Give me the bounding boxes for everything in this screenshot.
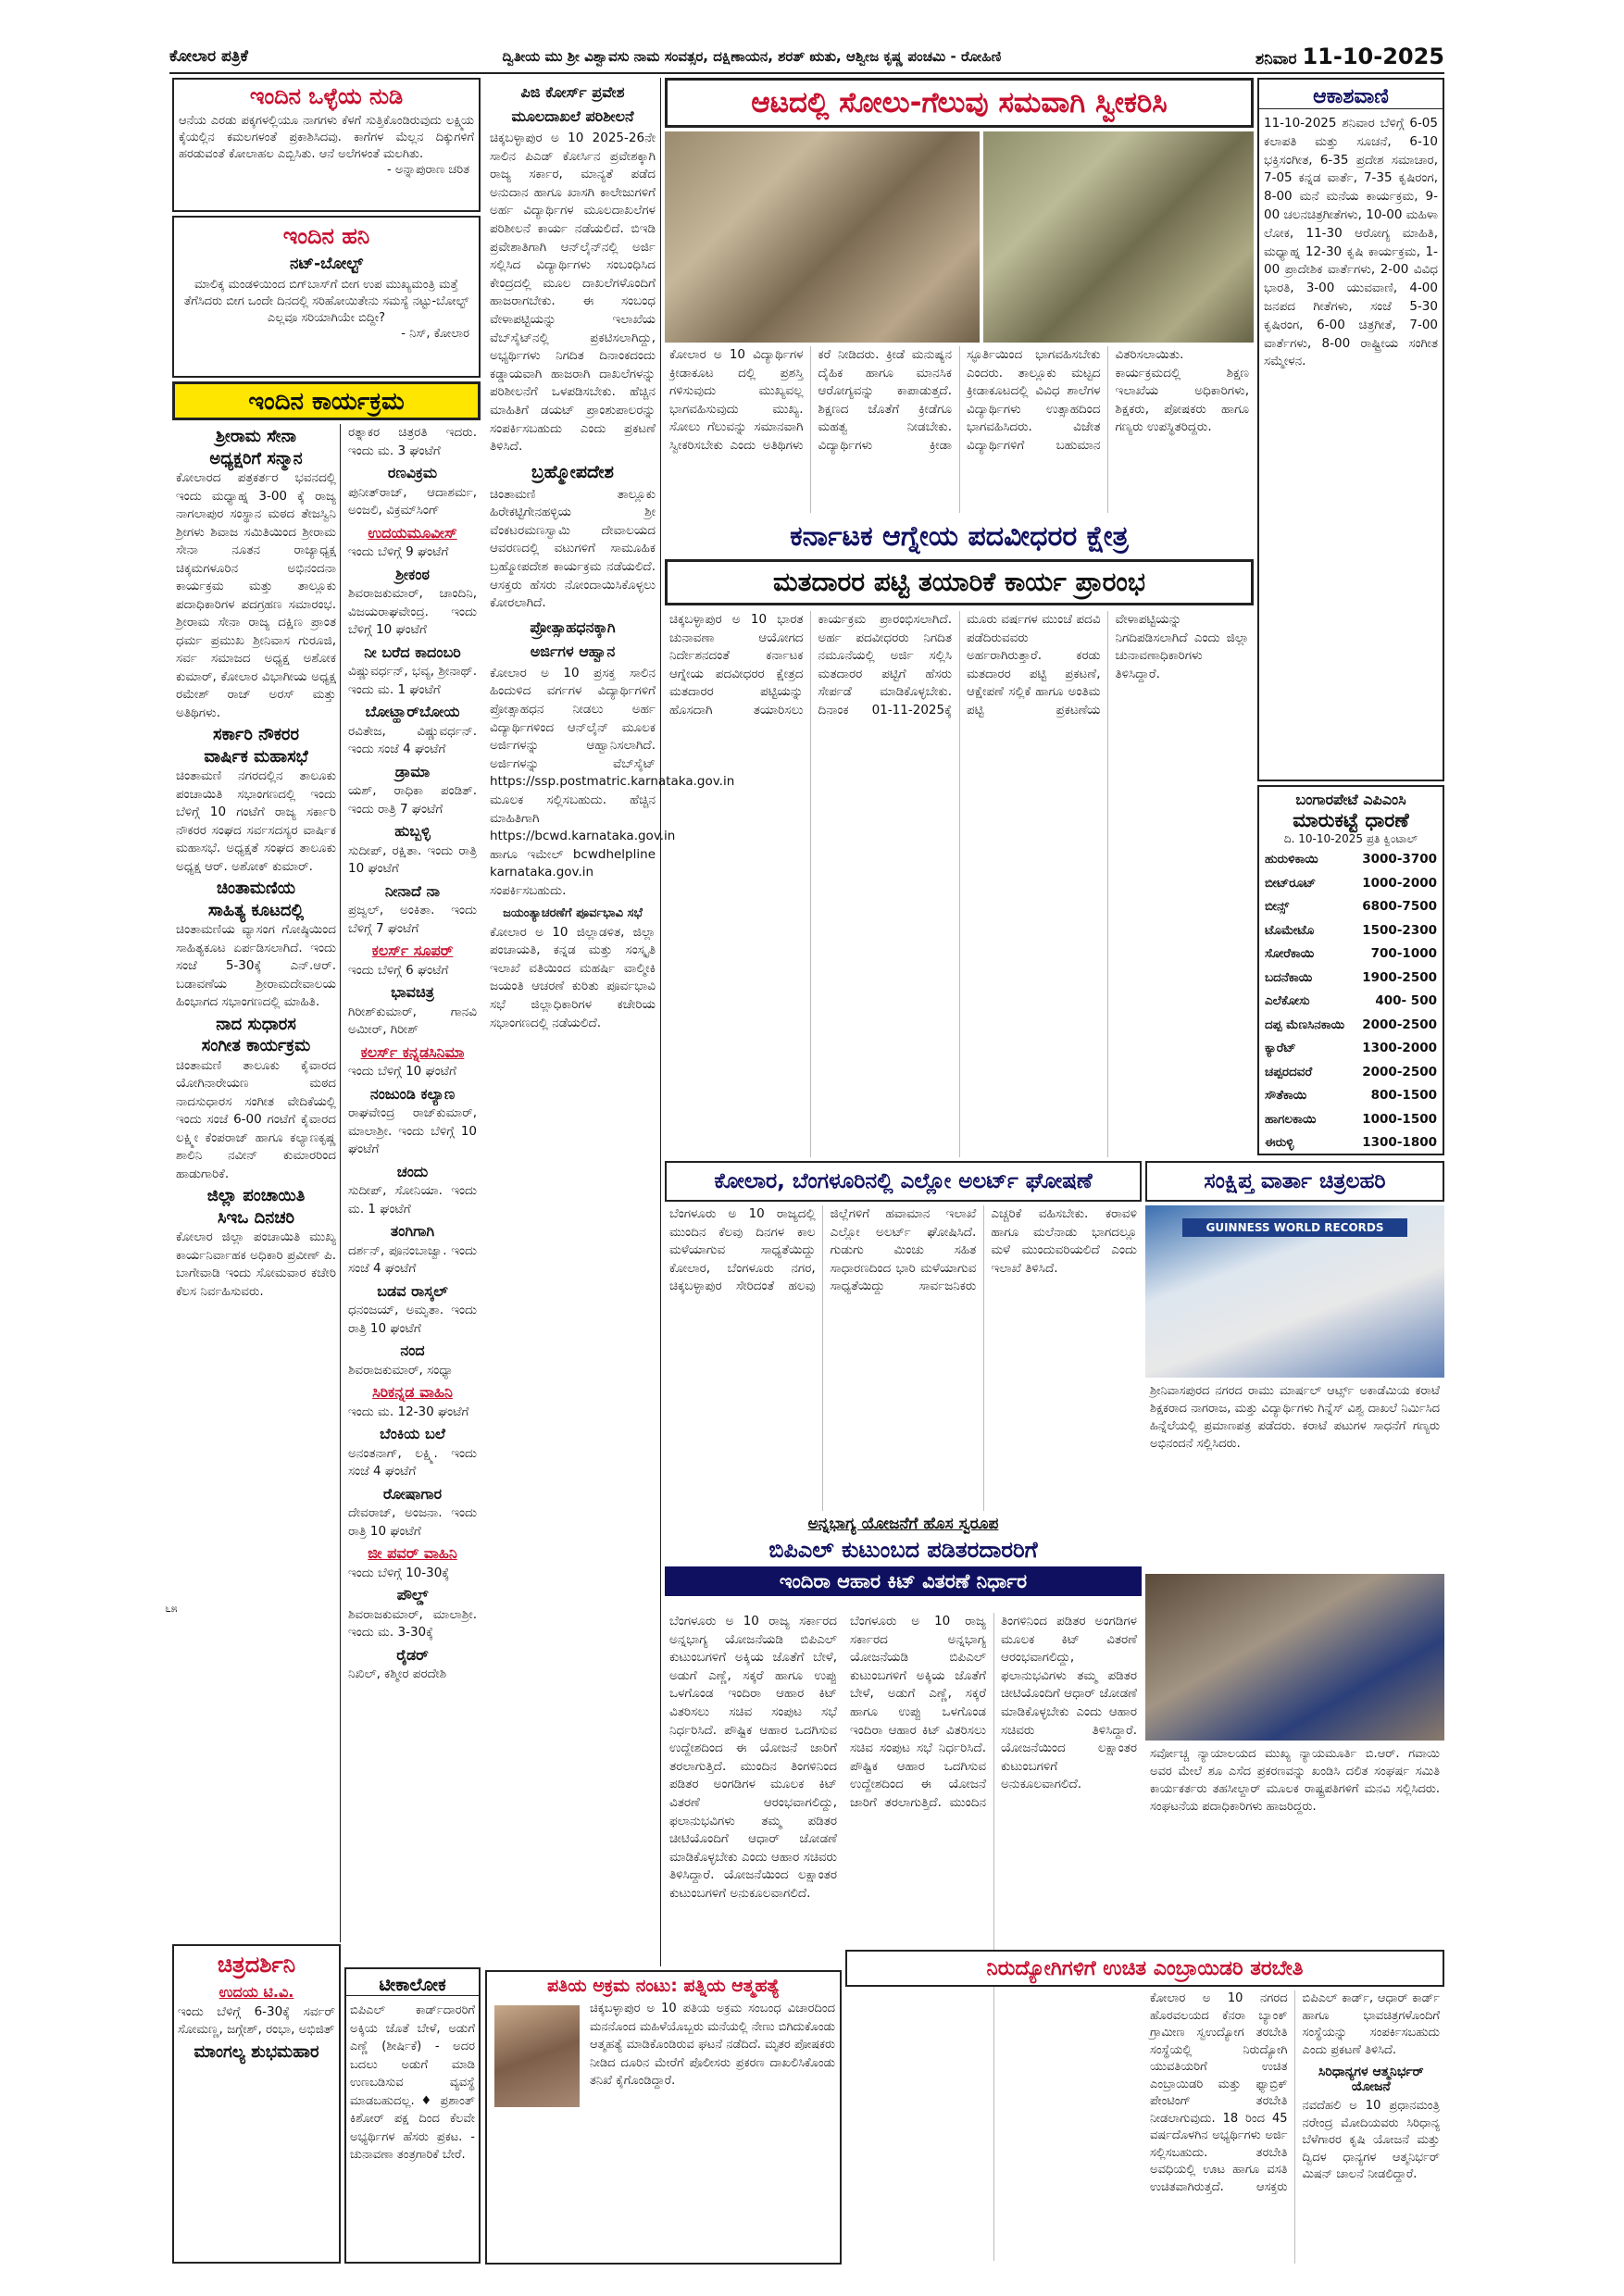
training-text: ಕೋಲಾರ ಅ 10 ನಗರದ ಹೊರವಲಯದ ಕೆನರಾ ಬ್ಯಾಂಕ್ ಗ್ರಾಮೀಣ ಸ್ವಉದ್ಯೋಗ ತರಬೇತಿ ಸಂಸ್ಥೆಯಲ್ಲಿ ನಿರುದ್ಯೋಗಿ ಯುವತಿಯರಿಗೆ ಉಚಿತ ಎಂಬ್ರಾಯಿಡರಿ ಮತ್ತು ಫ್ಯಾಬ್ರಿಕ್ ಪೇಂಟಿಂಗ್ ತರಬೇತಿ ನೀಡಲಾಗುವುದು. 18 ರಿಂದ 45 ವರ್ಷದೊಳಗಿನ ಅಭ್ಯರ್ಥಿಗಳು ಅರ್ಜಿ ಸಲ್ಲಿಸಬಹುದು. ತರಬೇತಿ ಅವಧಿಯಲ್ಲಿ ಊಟ ಹಾಗೂ ವಸತಿ ಉಚಿತವಾಗಿರುತ್ತದೆ. ಆಸಕ್ತರು ಬಿಪಿಎಲ್ ಕಾರ್ಡ್, ಆಧಾರ್ ಕಾರ್ಡ್ ಹಾಗೂ ಭಾವಚಿತ್ರಗಳೊಂದಿಗೆ ಸಂಸ್ಥೆಯನ್ನು ಸಂಪರ್ಕಿಸಬಹುದು ಎಂದು ಪ್ರಕಟಣೆ ತಿಳಿಸಿದೆ. [1150,1991,1440,2194]
tv-entry-detail: ಯಶ್, ರಾಧಿಕಾ ಪಂಡಿತ್. ಇಂದು ರಾತ್ರಿ 7 ಘಂಟೆಗೆ [348,783,477,817]
pg-course-subheading: ಮೂಲದಾಖಲೆ ಪರಿಶೀಲನೆ [511,107,634,125]
paper-name: ಕೋಲಾರ ಪತ್ರಿಕೆ [169,47,248,66]
tika-box [344,1967,481,2264]
hani-subtitle: ನಟ್-ಬೋಲ್ಟ್ [290,255,363,273]
tika-text: ಬಿಪಿಎಲ್ ಕಾರ್ಡ್‌ದಾರರಿಗೆ ಅಕ್ಕಿಯ ಜೊತೆ ಬೇಳೆ, ಅಡುಗೆ ಎಣ್ಣೆ (ಶೀರ್ಷಿಕೆ) - ಅದರ ಬದಲು ಅಡುಗೆ ಮಾಡಿ ಉಣಬಡಿಸುವ ವ್ಯವಸ್ಥೆ ಮಾಡಬಹುದಲ್ಲ. ♦ ಪ್ರಶಾಂತ್ ಕಿಶೋರ್ ಪಕ್ಷ ದಿಂದ ಕೆಲವೇ ಅಭ್ಯರ್ಥಿಗಳ ಹೆಸರು ಪ್ರಕಟ. - ಚುನಾವಣಾ ತಂತ್ರಗಾರಿಕೆ ಬೇರೆ. [350,2003,475,2162]
tv-entry-title: ಹುಬ್ಬಳ್ಳಿ [394,822,431,840]
event-body: ಚಿಂತಾಮಣಿಯ ವ್ಯಾಸಂಗ ಗೋಷ್ಠಿಯಿಂದ ಸಾಹಿತ್ಯಕೂಟ ಏರ್ಪಡಿಸಲಾಗಿದೆ. ಇಂದು ಸಂಜೆ 5-30ಕ್ಕೆ ಎನ್.ಆರ್. ಬಡಾವಣೆಯ ಶ್ರೀರಾಮದೇವಾಲಯ ಹಿಂಭಾಗದ ಸಭಾಂಗಣದಲ್ಲಿ ಮಾಹಿತಿ. [176,922,336,1009]
tv-entry-title: ರಣವಿಕ್ರಮ [387,464,438,481]
apmc-box [1257,785,1444,1155]
apmc-table [1259,848,1443,1155]
obituary-text: ಚಿಕ್ಕಬಳ್ಳಾಪುರ ಅ 10 ಪತಿಯ ಅಕ್ರಮ ಸಂಬಂಧ ವಿಚಾರದಿಂದ ಮನನೊಂದ ಮಹಿಳೆಯೊಬ್ಬರು ಮನೆಯಲ್ಲಿ ನೇಣು ಬಿಗಿದುಕೊಂಡು ಆತ್ಮಹತ್ಯೆ ಮಾಡಿಕೊಂಡಿರುವ ಘಟನೆ ನಡೆದಿದೆ. ಮೃತರ ಪೋಷಕರು ನೀಡಿದ ದೂರಿನ ಮೇರೆಗೆ ಪೊಲೀಸರು ಪ್ರಕರಣ ದಾಖಲಿಸಿಕೊಂಡು ತನಿಖೆ ಕೈಗೊಂಡಿದ್ದಾರೆ. [590,2002,835,2089]
tv-entry-title: ನಂದ [400,1341,425,1359]
incentive-heading: ಪ್ರೋತ್ಸಾಹಧನಕ್ಕಾಗಿ [530,618,616,636]
quote-title: ಇಂದಿನ ಒಳ್ಳೆಯ ನುಡಿ [249,83,404,109]
tv-entry-title: ಜೀ ಪವರ್ ವಾಹಿನಿ [368,1544,457,1562]
apmc-price: 700-1000 [1370,946,1437,961]
tv-entry-title: ಉದಯಮೂವೀಸ್ [368,523,457,542]
center-narrow-column [485,78,735,1966]
obituary-photo [494,2005,580,2107]
tv-entry-title: ಕಲರ್ಸ್ ಸೂಪರ್ [371,942,454,959]
apmc-row [1265,1037,1437,1061]
apmc-item: ಹುರುಳಿಕಾಯಿ [1265,852,1318,867]
tika-title: ಟೀಕಾಲೋಕ [346,1975,479,1996]
apmc-row [1265,1061,1437,1085]
tv-entry-title: ಶ್ರೀಕಂಠ [395,565,430,583]
tv-entry-title: ರೈಡರ್ [396,1645,429,1664]
apmc-price: 1900-2500 [1362,969,1437,985]
apmc-row [1265,1014,1437,1038]
tv-entry-detail: ರಾಘವೇಂದ್ರ ರಾಜ್‌ಕುಮಾರ್, ಮಾಲಾಶ್ರೀ. ಇಂದು ಬೆಳಿಗ್ಗೆ 10 ಘಂಟೆಗೆ [348,1105,477,1156]
event-subtitle: ಸಾಹಿತ್ಯ ಕೂಟದಲ್ಲಿ [207,900,305,920]
tv-entry-detail: ದೇವರಾಜ್, ಅಂಜನಾ. ಇಂದು ರಾತ್ರಿ 10 ಘಂಟೆಗೆ [348,1505,477,1539]
calendar-line: ದ್ವಿತೀಯ ಮು ಶ್ರೀ ವಿಶ್ವಾವಸು ನಾಮ ಸಂವತ್ಸರ, ದಕ್ಷಿಣಾಯನ, ಶರತ್ ಋತು, ಆಶ್ವೀಜ ಕೃಷ್ಣ ಪಂಚಮಿ - ರೋಹಿಣಿ [502,48,1002,65]
annabhagya-text: ಬೆಂಗಳೂರು ಅ 10 ರಾಜ್ಯ ಸರ್ಕಾರದ ಅನ್ನಭಾಗ್ಯ ಯೋಜನೆಯಡಿ ಬಿಪಿಎಲ್ ಕುಟುಂಬಗಳಿಗೆ ಅಕ್ಕಿಯ ಜೊತೆಗೆ ಬೇಳೆ, ಅಡುಗೆ ಎಣ್ಣೆ, ಸಕ್ಕರೆ ಹಾಗೂ ಉಪ್ಪು ಒಳಗೊಂಡ ಇಂದಿರಾ ಆಹಾರ ಕಿಟ್ ವಿತರಿಸಲು ಸಚಿವ ಸಂಪುಟ ಸಭೆ ನಿರ್ಧರಿಸಿದೆ. ಪೌಷ್ಟಿಕ ಆಹಾರ ಒದಗಿಸುವ ಉದ್ದೇಶದಿಂದ ಈ ಯೋಜನೆ ಜಾರಿಗೆ ತರಲಾಗುತ್ತಿದೆ. ಮುಂದಿನ ತಿಂಗಳಿನಿಂದ ಪಡಿತರ ಅಂಗಡಿಗಳ ಮೂಲಕ ಕಿಟ್ ವಿತರಣೆ ಆರಂಭವಾಗಲಿದ್ದು, ಫಲಾನುಭವಿಗಳು ತಮ್ಮ ಪಡಿತರ ಚೀಟಿಯೊಂದಿಗೆ ಆಧಾರ್ ಜೋಡಣೆ ಮಾಡಿಕೊಳ್ಳಬೇಕು ಎಂದು ಆಹಾರ ಸಚಿವರು ತಿಳಿಸಿದ್ದಾರೆ. ಯೋಜನೆಯಿಂದ ಲಕ್ಷಾಂತರ ಕುಟುಂಬಗಳಿಗೆ ಅನುಕೂಲವಾಗಲಿದೆ. [850,1614,1137,1810]
annabhagya-article [845,1613,1142,2261]
apmc-row [1265,990,1437,1014]
karate-caption: ಶ್ರೀನಿವಾಸಪುರದ ನಗರದ ರಾಮು ಮಾರ್ಷಲ್ ಆರ್ಟ್ಸ್ ಅಕಾಡೆಮಿಯ ಕರಾಟೆ ಶಿಕ್ಷಕರಾದ ನಾಗರಾಜ, ಮತ್ತು ವಿದ್ಯಾರ್ಥಿಗಳು ಗಿನ್ನೆಸ್ ವಿಶ್ವ ದಾಖಲೆ ನಿರ್ಮಿಸಿದ ಹಿನ್ನೆಲೆಯಲ್ಲಿ ಪ್ರಮಾಣಪತ್ರ ಪಡೆದರು. ಕರಾಟೆ ಪಟುಗಳ ಸಾಧನೆಗೆ ಗಣ್ಯರು ಅಭಿನಂದನೆ ಸಲ್ಲಿಸಿದರು. [1150,1384,1440,1451]
apmc-item: ಕ್ಯಾರೆಟ್ [1265,1041,1296,1055]
apmc-price: 400- 500 [1375,993,1437,1008]
akashavani-title: ಆಕಾಶವಾಣಿ [1259,85,1443,109]
apmc-row [1265,872,1437,896]
apmc-row [1265,1131,1437,1155]
graduate-headline-line2: ಮತದಾರರ ಪಟ್ಟಿ ತಯಾರಿಕೆ ಕಾರ್ಯ ಪ್ರಾರಂಭ [665,559,1254,605]
samkshipta-title: ಸಂಕ್ಷಿಪ್ತ ವಾರ್ತಾ ಚಿತ್ರಲಹರಿ [1145,1161,1444,1202]
date: 11-10-2025 [1302,44,1444,69]
apmc-item: ಎಲೆಕೋಸು [1265,993,1310,1008]
event-subtitle: ಅಧ್ಯಕ್ಷರಿಗೆ ಸನ್ಮಾನ [209,448,303,468]
tv-entry-detail: ವಿಷ್ಣುವರ್ಧನ್, ಭವ್ಯ, ಶ್ರೀನಾಥ್. ಇಂದು ಮ. 1 ಘಂಟೆಗೆ [348,664,477,697]
headline-alert: ಕೋಲಾರ, ಬೆಂಗಳೂರಿನಲ್ಲಿ ಎಲ್ಲೋ ಅಲರ್ಟ್ ಘೋಷಣೆ [665,1161,1142,1202]
hani-source: - ನಿಸ್, ಕೋಲಾರ [401,327,469,341]
akashavani-text: 11-10-2025 ಶನಿವಾರ ಬೆಳಿಗ್ಗೆ 6-05 ಕಲಾಪತಿ ಮತ್ತು ಸೂಚನೆ, 6-10 ಭಕ್ತಿಸಂಗೀತ, 6-35 ಪ್ರದೇಶ ಸಮಾಚಾರ, 7-05 ಕನ್ನಡ ವಾರ್ತೆ, 7-35 ಕೃಷಿರಂಗ, 8-00 ಮನೆ ಮನೆಯ ಕಾರ್ಯಕ್ರಮ, 9-00 ಚಲನಚಿತ್ರಗೀತೆಗಳು, 10-00 ಮಹಿಳಾ ಲೋಕ, 11-30 ಆರೋಗ್ಯ ಮಾಹಿತಿ, ಮಧ್ಯಾಹ್ನ 12-30 ಕೃಷಿ ಕಾರ್ಯಕ್ರಮ, 1-00 ಪ್ರಾದೇಶಿಕ ವಾರ್ತೆಗಳು, 2-00 ವಿವಿಧ ಭಾರತಿ, 3-00 ಯುವವಾಣಿ, 4-00 ಜನಪದ ಗೀತೆಗಳು, ಸಂಜೆ 5-30 ಕೃಷಿರಂಗ, 6-00 ಚಿತ್ರಗೀತೆ, 7-00 ವಾರ್ತೆಗಳು, 8-00 ರಾಷ್ಟ್ರೀಯ ಸಂಗೀತ ಸಮ್ಮೇಳನ. [1264,116,1438,369]
karate-photo [1145,1205,1444,1378]
tv-entry-detail: ನಿಖಿಲ್, ಕಶ್ಮೀರ ಪರದೇಶಿ [348,1666,447,1681]
training-title: ನಿರುದ್ಯೋಗಿಗಳಿಗೆ ಉಚಿತ ಎಂಬ್ರಾಯಿಡರಿ ತರಬೇತಿ [845,1950,1444,1987]
date-group [1255,44,1444,69]
apmc-item: ಸೋರೆಕಾಯಿ [1265,946,1315,961]
apmc-price: 6800-7500 [1362,899,1437,914]
jayanti-heading: ಜಯಂತ್ಯಾಚರಣೆಗೆ ಪೂರ್ವಭಾವಿ ಸಭೆ [503,905,643,920]
apmc-item: ಈರುಳ್ಳಿ [1265,1135,1294,1150]
tv-entry-detail: ಇಂದು ಬೆಳಿಗ್ಗೆ 10 ಘಂಟೆಗೆ [348,1064,456,1079]
tv-entry-title: ಡ್ರಾಮಾ [394,762,431,780]
annabhagya-article-left [665,1613,842,1965]
millet-text: ನವದೆಹಲಿ ಅ 10 ಪ್ರಧಾನಮಂತ್ರಿ ನರೇಂದ್ರ ಮೋದಿಯವರು ಸಿರಿಧಾನ್ಯ ಬೆಳೆಗಾರರ ಕೃಷಿ ಯೋಜನೆ ಮತ್ತು ದ್ವಿದಳ ಧಾನ್ಯಗಳ ಆತ್ಮನಿರ್ಭರ್ ಮಿಷನ್ ಚಾಲನೆ ನೀಡಲಿದ್ದಾರೆ. [1302,2099,1440,2181]
apmc-price: 1500-2300 [1362,922,1437,938]
apmc-note: ದಿ. 10-10-2025 ಪ್ರತಿ ಕ್ವಿಂಟಾಲ್ [1283,832,1418,845]
apmc-row [1265,848,1437,872]
apmc-price: 2000-2500 [1362,1064,1437,1079]
graduate-text: ಚಿಕ್ಕಬಳ್ಳಾಪುರ ಅ 10 ಭಾರತ ಚುನಾವಣಾ ಆಯೋಗದ ನಿರ್ದೇಶನದಂತೆ ಕರ್ನಾಟಕ ಆಗ್ನೇಯ ಪದವೀಧರರ ಕ್ಷೇತ್ರದ ಮತದಾರರ ಪಟ್ಟಿಯನ್ನು ಹೊಸದಾಗಿ ತಯಾರಿಸಲು ಕಾರ್ಯಕ್ರಮ ಪ್ರಾರಂಭಿಸಲಾಗಿದೆ. ಅರ್ಹ ಪದವೀಧರರು ನಿಗದಿತ ನಮೂನೆಯಲ್ಲಿ ಅರ್ಜಿ ಸಲ್ಲಿಸಿ ಮತದಾರರ ಪಟ್ಟಿಗೆ ಹೆಸರು ಸೇರ್ಪಡೆ ಮಾಡಿಕೊಳ್ಳಬೇಕು. ದಿನಾಂಕ 01-11-2025ಕ್ಕೆ ಮೂರು ವರ್ಷಗಳ ಮುಂಚೆ ಪದವಿ ಪಡೆದಿರುವವರು ಅರ್ಹರಾಗಿರುತ್ತಾರೆ. ಕರಡು ಮತದಾರರ ಪಟ್ಟಿ ಪ್ರಕಟಣೆ, ಆಕ್ಷೇಪಣೆ ಸಲ್ಲಿಕೆ ಹಾಗೂ ಅಂತಿಮ ಪಟ್ಟಿ ಪ್ರಕಟಣೆಯ ವೇಳಾಪಟ್ಟಿಯನ್ನು ನಿಗದಿಪಡಿಸಲಾಗಿದೆ ಎಂದು ಜಿಲ್ಲಾ ಚುನಾವಣಾಧಿಕಾರಿಗಳು ತಿಳಿಸಿದ್ದಾರೆ. [669,612,1249,718]
obituary-box [485,1970,842,2265]
tv-entry-detail: ರವಿತೇಜ, ವಿಷ್ಣುವರ್ಧನ್. ಇಂದು ಸಂಜೆ 4 ಘಂಟೆಗೆ [348,723,477,756]
tv-entry-detail: ಇಂದು ಬೆಳಿಗ್ಗೆ 10-30ಕ್ಕೆ [348,1565,450,1580]
tv-entry-detail: ಸುದೀಪ್, ರಕ್ಷಿತಾ. ಇಂದು ರಾತ್ರಿ 10 ಘಂಟೆಗೆ [348,842,477,876]
apmc-item: ಚಪ್ಪರದವರೆ [1265,1064,1313,1079]
events-title: ಇಂದಿನ ಕಾರ್ಯಕ್ರಮ [172,381,481,420]
cinema-body: ಇಂದು ಬೆಳಿಗ್ಗೆ 6-30ಕ್ಕೆ ಸರ್ವರ್ ಸೋಮಣ್ಣ, ಜಗ್ಗೇಶ್, ರಂಭಾ, ಅಭಿಜಿತ್ [178,2003,335,2037]
event-body: ಚಿಂತಾಮಣಿ ನಗರದಲ್ಲಿನ ತಾಲೂಕು ಪಂಚಾಯಿತಿ ಸಭಾಂಗಣದಲ್ಲಿ ಇಂದು ಬೆಳಿಗ್ಗೆ 10 ಗಂಟೆಗೆ ರಾಜ್ಯ ಸರ್ಕಾರಿ ನೌಕರರ ಸಂಘದ ಸರ್ವಸದಸ್ಯರ ವಾರ್ಷಿಕ ಮಹಾಸಭೆ. ಅಧ್ಯಕ್ಷತೆ ಸಂಘದ ತಾಲೂಕು ಅಧ್ಯಕ್ಷ ಆರ್. ಅಶೋಕ್ ಕುಮಾರ್. [176,768,336,874]
quote-text: ಆನೆಯ ಎರಡು ಪಕ್ಕಗಳಲ್ಲಿಯೂ ನಾಗಗಳು ಕೆಳಗೆ ಸುತ್ತಿಕೊಂಡಿರುವುದು ಲಕ್ಷ್ಮಿಯ ಕೈಯಲ್ಲಿನ ಕಮಲಗಳಂತೆ ಪ್ರಕಾಶಿಸಿದವು. ಕಾಗೆಗಳ ಮೆಲ್ಲನ ದಿಕ್ಕುಗಳಿಗೆ ಹರಡುವಂತೆ ಕೋಲಾಹಲ ಎಬ್ಬಿಸಿತು. ಆನೆ ಅಲೆಗಳಂತೆ ಮಲಗಿತು. [179,114,474,161]
apmc-row [1265,1108,1437,1132]
apmc-price: 800-1500 [1370,1088,1437,1103]
incentive-subheading: ಅರ್ಜಿಗಳ ಆಹ್ವಾನ [530,642,616,660]
apmc-price: 3000-3700 [1362,852,1437,867]
memorandum-caption: ಸರ್ವೋಚ್ಚ ನ್ಯಾಯಾಲಯದ ಮುಖ್ಯ ನ್ಯಾಯಮೂರ್ತಿ ಬಿ.ಆರ್. ಗವಾಯಿ ಅವರ ಮೇಲೆ ಶೂ ಎಸೆದ ಪ್ರಕರಣವನ್ನು ಖಂಡಿಸಿ ದಲಿತ ಸಂಘರ್ಷ ಸಮಿತಿ ಕಾರ್ಯಕರ್ತರು ತಹಸೀಲ್ದಾರ್ ಮೂಲಕ ರಾಷ್ಟ್ರಪತಿಗಳಿಗೆ ಮನವಿ ಸಲ್ಲಿಸಿದರು. ಸಂಘಟನೆಯ ಪದಾಧಿಕಾರಿಗಳು ಹಾಜರಿದ್ದರು. [1150,1747,1440,1814]
hani-text: ಮಾಲಿಕ್ಕ ಮಂಡಳಿಯಿಂದ ಬಿಗ್‌ಬಾಸ್‌ಗೆ ಬೀಗ ಉಪ ಮುಖ್ಯಮಂತ್ರಿ ಮತ್ತೆ ತೆಗೆಸಿದರು ಬೀಗ ಒಂದೇ ದಿನದಲ್ಲಿ ಸರಿಹೋಯಿತೇನು ಸಮಸ್ಯೆ ನಟ್ಟು-ಬೋಲ್ಟ್ ಎಲ್ಲವೂ ಸರಿಯಾಗಿಯೇ ಬಿದ್ದೀ? [183,278,469,325]
tv-entry-title: ಭಾವಚಿತ್ರ [391,983,434,1001]
pg-course-heading: ಪಿಜಿ ಕೋರ್ಸ್ ಪ್ರವೇಶ [520,83,625,101]
hani-title: ಇಂದಿನ ಹನಿ [282,223,370,249]
tv-entry-detail: ಸುದೀಪ್, ಸೋನಿಯಾ. ಇಂದು ಮ. 1 ಘಂಟೆಗೆ [348,1183,477,1217]
event-subtitle: ವಾರ್ಷಿಕ ಮಹಾಸಭೆ [204,746,308,767]
apmc-item: ಬದನೆಕಾಯಿ [1265,969,1313,985]
page-number: ೬೫ [165,1602,178,1615]
tv-entry-detail: ಇಂದು ಮ. 12-30 ಘಂಟೆಗೆ [348,1404,469,1419]
alert-text: ಬೆಂಗಳೂರು ಅ 10 ರಾಜ್ಯದಲ್ಲಿ ಮುಂದಿನ ಕೆಲವು ದಿನಗಳ ಕಾಲ ಮಳೆಯಾಗುವ ಸಾಧ್ಯತೆಯಿದ್ದು ಕೋಲಾರ, ಬೆಂಗಳೂರು ನಗರ, ಚಿಕ್ಕಬಳ್ಳಾಪುರ ಸೇರಿದಂತೆ ಹಲವು ಜಿಲ್ಲೆಗಳಿಗೆ ಹವಾಮಾನ ಇಲಾಖೆ ಎಲ್ಲೋ ಅಲರ್ಟ್ ಘೋಷಿಸಿದೆ. ಗುಡುಗು ಮಿಂಚು ಸಹಿತ ಸಾಧಾರಣದಿಂದ ಭಾರಿ ಮಳೆಯಾಗುವ ಸಾಧ್ಯತೆಯಿದ್ದು ಸಾರ್ವಜನಿಕರು ಎಚ್ಚರಿಕೆ ವಹಿಸಬೇಕು. ಕರಾವಳಿ ಹಾಗೂ ಮಲೆನಾಡು ಭಾಗದಲ್ಲೂ ಮಳೆ ಮುಂದುವರಿಯಲಿದೆ ಎಂದು ಇಲಾಖೆ ತಿಳಿಸಿದೆ. [669,1206,1137,1294]
tv-entry-detail: ಅನಂತನಾಗ್, ಲಕ್ಷ್ಮಿ. ಇಂದು ಸಂಜೆ 4 ಘಂಟೆಗೆ [348,1445,477,1479]
tv-entry-title: ಪೌಲ್ಡ್ [396,1586,429,1603]
tv-entry-title: ನಂಜುಂಡಿ ಕಲ್ಯಾಣ [369,1084,456,1103]
sports-photo-1 [665,131,980,343]
apmc-item: ಬೀನ್ಸ್ [1265,899,1290,914]
tv-entry-title: ನೀನಾದೆ ನಾ [384,881,441,900]
sports-text: ಕೋಲಾರ ಅ 10 ವಿದ್ಯಾರ್ಥಿಗಳ ಕ್ರೀಡಾಕೂಟ ದಲ್ಲಿ ಪ್ರಶಸ್ತಿ ಗಳಿಸುವುದು ಮುಖ್ಯವಲ್ಲ ಭಾಗವಹಿಸುವುದು ಮುಖ್ಯ. ಸೋಲು ಗೆಲುವನ್ನು ಸಮಾನವಾಗಿ ಸ್ವೀಕರಿಸಬೇಕು ಎಂದು ಅತಿಥಿಗಳು ಕರೆ ನೀಡಿದರು. ಕ್ರೀಡೆ ಮನುಷ್ಯನ ದೈಹಿಕ ಹಾಗೂ ಮಾನಸಿಕ ಆರೋಗ್ಯವನ್ನು ಕಾಪಾಡುತ್ತದೆ. ಶಿಕ್ಷಣದ ಜೊತೆಗೆ ಕ್ರೀಡೆಗೂ ಮಹತ್ವ ನೀಡಬೇಕು. ವಿದ್ಯಾರ್ಥಿಗಳು ಕ್ರೀಡಾ ಸ್ಫೂರ್ತಿಯಿಂದ ಭಾಗವಹಿಸಬೇಕು ಎಂದರು. ತಾಲ್ಲೂಕು ಮಟ್ಟದ ಕ್ರೀಡಾಕೂಟದಲ್ಲಿ ವಿವಿಧ ಶಾಲೆಗಳ ವಿದ್ಯಾರ್ಥಿಗಳು ಉತ್ಸಾಹದಿಂದ ಭಾಗವಹಿಸಿದರು. ವಿಜೇತ ವಿದ್ಯಾರ್ಥಿಗಳಿಗೆ ಬಹುಮಾನ ವಿತರಿಸಲಾಯಿತು. ಕಾರ್ಯಕ್ರಮದಲ್ಲಿ ಶಿಕ್ಷಣ ಇಲಾಖೆಯ ಅಧಿಕಾರಿಗಳು, ಶಿಕ್ಷಕರು, ಪೋಷಕರು ಹಾಗೂ ಗಣ್ಯರು ಉಪಸ್ಥಿತರಿದ್ದರು. [669,347,1249,453]
brahmo-text: ಚಿಂತಾಮಣಿ ತಾಲ್ಲೂಕು ಹಿರೇಕಟ್ಟಿಗೇನಹಳ್ಳಿಯ ಶ್ರೀ ವೆಂಕಟರಮಣಸ್ವಾಮಿ ದೇವಾಲಯದ ಆವರಣದಲ್ಲಿ ವಟುಗಳಿಗೆ ಸಾಮೂಹಿಕ ಬ್ರಹ್ಮೋಪದೇಶ ಕಾರ್ಯಕ್ರಮ ನಡೆಯಲಿದೆ. ಆಸಕ್ತರು ಹೆಸರು ನೋಂದಾಯಿಸಿಕೊಳ್ಳಲು ಕೋರಲಾಗಿದೆ. [490,486,656,611]
event-title: ಜಿಲ್ಲಾ ಪಂಚಾಯಿತಿ [206,1186,306,1205]
tv-entry-title: ರೋಷಾಗಾರ [382,1484,443,1503]
annabhagya-line3: ಇಂದಿರಾ ಆಹಾರ ಕಿಟ್ ವಿತರಣೆ ನಿರ್ಧಾರ [665,1566,1142,1596]
apmc-item: ದಪ್ಪ ಮೆಣಸಿನಕಾಯಿ [1265,1017,1345,1032]
tv-entry-detail: ಪುನೀತ್‌ರಾಜ್, ಆದಾಶರ್ಮ, ಅಂಜಲಿ, ವಿಕ್ರಮ್‌ಸಿಂಗ್ [348,484,477,518]
brahmo-heading: ಬ್ರಹ್ಮೋಪದೇಶ [531,461,614,482]
event-subtitle: ಸಂಗೀತ ಕಾರ್ಯಕ್ರಮ [201,1036,311,1055]
tv-entry-title: ತಂಗಿಗಾಗಿ [390,1222,435,1240]
event-body: ಚಿಂತಾಮಣಿ ತಾಲೂಕು ಕೈವಾರದ ಯೋಗಿನಾರೇಯಣ ಮಠದ ನಾದಸುಧಾರಸ ಸಂಗೀತ ವೇದಿಕೆಯಲ್ಲಿ ಇಂದು ಸಂಜೆ 6-00 ಗಂಟೆಗೆ ಕೈವಾರದ ಲಕ್ಷ್ಮೀ ಕೆಂಪರಾಜ್ ಹಾಗೂ ಕಲ್ಯಾಣಕೃಷ್ಣ ಶಾಲಿನಿ ನವೀನ್ ಕುಮಾರರಿಂದ ಹಾಡುಗಾರಿಕೆ. [176,1057,336,1181]
masthead [169,41,1444,74]
tv-listings [344,424,481,1961]
hani-box [172,216,481,378]
sports-article [665,346,1254,513]
event-subtitle: ಸಿಇಒ ದಿನಚರಿ [217,1207,295,1228]
apmc-row [1265,967,1437,991]
cinema-channel: ಉದಯ ಟಿ.ವಿ. [219,1983,294,2001]
event-title: ಸರ್ಕಾರಿ ನೌಕರರ [213,725,299,744]
tv-entry-detail: ಗಿರೀಶ್‌ಕುಮಾರ್, ಗಾನವಿ ಅಮೀರ್, ಗಿರೀಶ್ [348,1004,477,1037]
akashavani-box [1257,78,1444,781]
event-title: ಚಿಂತಾಮಣಿಯ [216,879,296,898]
apmc-subtitle: ಮಾರುಕಟ್ಟೆ ಧಾರಣೆ [1293,809,1409,831]
tv-entry-detail: ರತ್ನಾಕರ ಚಿತ್ರರತಿ ಇದರು. ಇಂದು ಮ. 3 ಘಂಟೆಗೆ [348,425,477,458]
tv-entry-detail: ಶಿವರಾಜಕುಮಾರ್, ಸಂಧ್ಯಾ [348,1362,454,1378]
graduate-article [665,611,1254,1157]
tv-entry-title: ಚಂದು [396,1162,429,1180]
apmc-item: ಸೌತೆಕಾಯಿ [1265,1088,1307,1103]
cinema-box [172,1944,341,2264]
event-body: ಕೋಲಾರದ ಪತ್ರಕರ್ತರ ಭವನದಲ್ಲಿ ಇಂದು ಮಧ್ಯಾಹ್ನ 3-00 ಕ್ಕೆ ರಾಜ್ಯ ನಾಗಲಾಪುರ ಸಂಸ್ಥಾನ ಮಠದ ತೇಜಸ್ವಿನಿ ಶ್ರೀಗಳು ಶಿವಾಜ ಸಮಿತಿಯಿಂದ ಶ್ರೀರಾಮ ಸೇನಾ ನೂತನ ರಾಜ್ಯಾಧ್ಯಕ್ಷ ಚಿಕ್ಕಮಗಳೂರಿನ ಅಭಿನಂದನಾ ಕಾರ್ಯಕ್ರಮ ಮತ್ತು ತಾಲ್ಲೂಕು ಪದಾಧಿಕಾರಿಗಳ ಪದಗ್ರಹಣ ಸಮಾರಂಭ. ಶ್ರೀರಾಮ ಸೇನಾ ರಾಜ್ಯ ದಕ್ಷಿಣ ಪ್ರಾಂತ ಧರ್ಮ ಪ್ರಮುಖ ಶ್ರೀನಿವಾಸ ಗುರೂಜಿ, ಸರ್ವ ಸಮಾಜದ ಅಧ್ಯಕ್ಷ ಅಶೋಕ ಕುಮಾರ್, ಕೋಲಾರ ವಿಭಾಗೀಯ ಅಧ್ಯಕ್ಷ ರಮೇಶ್ ರಾಜ್ ಅರಸ್ ಮತ್ತು ಅತಿಥಿಗಳು. [176,470,336,720]
tv-entry-title: ಬೆಂಕಿಯ ಬಲೆ [380,1425,445,1442]
karate-photo-banner: GUINNESS WORLD RECORDS [1182,1218,1407,1237]
annabhagya-headline [665,1515,1142,1611]
apmc-price: 1300-2000 [1362,1041,1437,1055]
apmc-price: 1000-2000 [1362,875,1437,891]
event-title: ಶ್ರೀರಾಮ ಸೇನಾ [216,427,296,446]
obituary-title: ಪತಿಯ ಅಕ್ರಮ ನಂಟು: ಪತ್ನಿಯ ಆತ್ಮಹತ್ಯೆ [547,1976,780,1996]
cinema-title: ಚಿತ್ರದರ್ಶಿನಿ [217,1952,296,1978]
tv-entry-title: ಕಲರ್ಸ್ ಕನ್ನಡಸಿನಿಮಾ [360,1042,465,1061]
tv-entry-detail: ದರ್ಶನ್, ಪೂನಂಬಾಜ್ವಾ. ಇಂದು ಸಂಜೆ 4 ಘಂಟೆಗೆ [348,1242,477,1276]
events-column [172,424,341,1942]
event-body: ಕೋಲಾರ ಜಿಲ್ಲಾ ಪಂಚಾಯಿತಿ ಮುಖ್ಯ ಕಾರ್ಯನಿರ್ವಾಹಕ ಅಧಿಕಾರಿ ಪ್ರವೀಣ್ ಪಿ. ಬಾಗೇವಾಡಿ ಇಂದು ಸೋಮವಾರ ಕಚೇರಿ ಕೆಲಸ ನಿರ್ವಹಿಸುವರು. [176,1229,336,1299]
apmc-item: ಟೊಮೇಟೊ [1265,922,1315,938]
tv-entry-detail: ಶಿವರಾಜಕುಮಾರ್, ಚಾಂದಿನಿ, ವಿಜಯರಾಘವೇಂದ್ರ. ಇಂದು ಬೆಳಿಗ್ಗೆ 10 ಘಂಟೆಗೆ [348,586,477,637]
apmc-title: ಬಂಗಾರಪೇಟೆ ಎಪಿಎಂಸಿ [1295,791,1406,808]
apmc-row [1265,942,1437,967]
tv-entry-detail: ಶಿವರಾಜಕುಮಾರ್, ಮಾಲಾಶ್ರೀ. ಇಂದು ಮ. 3-30ಕ್ಕೆ [348,1606,477,1640]
apmc-price: 1300-1800 [1362,1135,1437,1150]
apmc-row [1265,895,1437,919]
tv-entry-title: ನೀ ಬರೆದ ಕಾದಂಬರಿ [364,643,461,661]
sports-photo-2 [983,131,1254,343]
graduate-headline-line1: ಕರ್ನಾಟಕ ಆಗ್ನೇಯ ಪದವೀಧರರ ಕ್ಷೇತ್ರ [790,520,1129,553]
cinema-tail: ಮಾಂಗಲ್ಯ ಶುಭಮಹಾರ [194,2041,319,2062]
apmc-row [1265,1084,1437,1108]
event-title: ನಾದ ಸುಧಾರಸ [216,1014,296,1034]
annabhagya-line1: ಅನ್ನಭಾಗ್ಯ ಯೋಜನೆಗೆ ಹೊಸ ಸ್ವರೂಪ [807,1515,999,1533]
tv-entry-title: ಬೋಟ್ಹಾರ್‌ಬೋಯ [365,703,460,720]
jayanti-text: ಕೋಲಾರ ಅ 10 ಜಿಲ್ಲಾಡಳಿತ, ಜಿಲ್ಲಾ ಪಂಚಾಯತಿ, ಕನ್ನಡ ಮತ್ತು ಸಂಸ್ಕೃತಿ ಇಲಾಖೆ ವತಿಯಿಂದ ಮಹರ್ಷಿ ವಾಲ್ಮೀಕಿ ಜಯಂತಿ ಆಚರಣೆ ಕುರಿತು ಪೂರ್ವಭಾವಿ ಸಭೆ ಜಿಲ್ಲಾಧಿಕಾರಿಗಳ ಕಚೇರಿಯ ಸಭಾಂಗಣದಲ್ಲಿ ನಡೆಯಲಿದೆ. [490,924,656,1030]
tv-entry-detail: ಪ್ರಜ್ವಲ್, ಅಂಕಿತಾ. ಇಂದು ಬೆಳಿಗ್ಗೆ 7 ಘಂಟೆಗೆ [348,903,477,936]
incentive-text: ಕೋಲಾರ ಅ 10 ಪ್ರಸಕ್ತ ಸಾಲಿನ ಹಿಂದುಳಿದ ವರ್ಗಗಳ ವಿದ್ಯಾರ್ಥಿಗಳಿಗೆ ಪ್ರೋತ್ಸಾಹಧನ ನೀಡಲು ಅರ್ಹ ವಿದ್ಯಾರ್ಥಿಗಳಿಂದ ಆನ್‌ಲೈನ್ ಮೂಲಕ ಅರ್ಜಿಗಳನ್ನು ಆಹ್ವಾನಿಸಲಾಗಿದೆ. ಅರ್ಜಿಗಳನ್ನು ವೆಬ್‌ಸೈಟ್ https://ssp.postmatric.karnataka.gov.in ಮೂಲಕ ಸಲ್ಲಿಸಬಹುದು. ಹೆಚ್ಚಿನ ಮಾಹಿತಿಗಾಗಿ https://bcwd.karnataka.gov.in ಹಾಗೂ ಇಮೇಲ್ bcwdhelpline karnataka.gov.in ಸಂಪರ್ಕಿಸಬಹುದು. [490,665,735,898]
pg-course-text: ಚಿಕ್ಕಬಳ್ಳಾಪುರ ಅ 10 2025-26ನೇ ಸಾಲಿನ ಪಿಎಡ್ ಕೋರ್ಸಿನ ಪ್ರವೇಶಕ್ಕಾಗಿ ರಾಜ್ಯ ಸರ್ಕಾರ, ಮಾನ್ಯತೆ ಪಡೆದ ಅನುದಾನ ಹಾಗೂ ಖಾಸಗಿ ಕಾಲೇಜುಗಳಿಗೆ ಅರ್ಹ ವಿದ್ಯಾರ್ಥಿಗಳ ಮೂಲದಾಖಲೆಗಳ ಪರಿಶೀಲನೆ ಕಾರ್ಯ ನಡೆಯಲಿದೆ. ಬಿಇಡಿ ಪ್ರವೇಶಾತಿಗಾಗಿ ಆನ್‌ಲೈನ್‌ನಲ್ಲಿ ಅರ್ಜಿ ಸಲ್ಲಿಸಿದ ವಿದ್ಯಾರ್ಥಿಗಳು ಸಂಬಂಧಿಸಿದ ಕೇಂದ್ರದಲ್ಲಿ ಮೂಲ ದಾಖಲೆಗಳೊಂದಿಗೆ ಹಾಜರಾಗಬೇಕು. ಈ ಸಂಬಂಧ ವೇಳಾಪಟ್ಟಿಯನ್ನು ಇಲಾಖೆಯ ವೆಬ್‌ಸೈಟ್‌ನಲ್ಲಿ ಪ್ರಕಟಿಸಲಾಗಿದ್ದು, ಅಭ್ಯರ್ಥಿಗಳು ನಿಗದಿತ ದಿನಾಂಕದಂದು ಕಡ್ಡಾಯವಾಗಿ ಹಾಜರಾಗಿ ದಾಖಲೆಗಳನ್ನು ಪರಿಶೀಲನೆಗೆ ಒಳಪಡಿಸಬೇಕು. ಹೆಚ್ಚಿನ ಮಾಹಿತಿಗೆ ಡಯಟ್ ಪ್ರಾಂಶುಪಾಲರನ್ನು ಸಂಪರ್ಕಿಸಬಹುದು ಎಂದು ಪ್ರಕಟಣೆ ತಿಳಿಸಿದೆ. [490,131,656,455]
apmc-item: ಹಾಗಲಕಾಯಿ [1265,1111,1317,1127]
tv-entry-detail: ಧನಂಜಯ್, ಅಮೃತಾ. ಇಂದು ರಾತ್ರಿ 10 ಘಂಟೆಗೆ [348,1303,477,1336]
training-article [1145,1990,1444,2264]
day: ಶನಿವಾರ [1255,50,1297,69]
quote-box [172,78,481,212]
tv-entry-detail: ಇಂದು ಬೆಳಿಗ್ಗೆ 6 ಘಂಟೆಗೆ [348,962,449,978]
millet-heading: ಸಿರಿಧಾನ್ಯಗಳ ಆತ್ಮನಿರ್ಭರ್ ಯೋಜನೆ [1318,2065,1424,2094]
alert-article [665,1205,1142,1511]
memorandum-photo [1145,1574,1444,1741]
tv-entry-detail: ಇಂದು ಬೆಳಿಗ್ಗೆ 9 ಘಂಟೆಗೆ [348,544,449,559]
apmc-item: ಬೀಟ್‌ರೂಟ್ [1265,875,1317,891]
graduate-headline [665,517,1254,605]
headline-sports: ಆಟದಲ್ಲಿ ಸೋಲು-ಗೆಲುವು ಸಮವಾಗಿ ಸ್ವೀಕರಿಸಿ [665,78,1254,128]
annabhagya-text-cont: ಬೆಂಗಳೂರು ಅ 10 ರಾಜ್ಯ ಸರ್ಕಾರದ ಅನ್ನಭಾಗ್ಯ ಯೋಜನೆಯಡಿ ಬಿಪಿಎಲ್ ಕುಟುಂಬಗಳಿಗೆ ಅಕ್ಕಿಯ ಜೊತೆಗೆ ಬೇಳೆ, ಅಡುಗೆ ಎಣ್ಣೆ, ಸಕ್ಕರೆ ಹಾಗೂ ಉಪ್ಪು ಒಳಗೊಂಡ ಇಂದಿರಾ ಆಹಾರ ಕಿಟ್ ವಿತರಿಸಲು ಸಚಿವ ಸಂಪುಟ ಸಭೆ ನಿರ್ಧರಿಸಿದೆ. ಪೌಷ್ಟಿಕ ಆಹಾರ ಒದಗಿಸುವ ಉದ್ದೇಶದಿಂದ ಈ ಯೋಜನೆ ಜಾರಿಗೆ ತರಲಾಗುತ್ತಿದೆ. ಮುಂದಿನ ತಿಂಗಳಿನಿಂದ ಪಡಿತರ ಅಂಗಡಿಗಳ ಮೂಲಕ ಕಿಟ್ ವಿತರಣೆ ಆರಂಭವಾಗಲಿದ್ದು, ಫಲಾನುಭವಿಗಳು ತಮ್ಮ ಪಡಿತರ ಚೀಟಿಯೊಂದಿಗೆ ಆಧಾರ್ ಜೋಡಣೆ ಮಾಡಿಕೊಳ್ಳಬೇಕು ಎಂದು ಆಹಾರ ಸಚಿವರು ತಿಳಿಸಿದ್ದಾರೆ. ಯೋಜನೆಯಿಂದ ಲಕ್ಷಾಂತರ ಕುಟುಂಬಗಳಿಗೆ ಅನುಕೂಲವಾಗಲಿದೆ. [669,1614,837,1901]
apmc-price: 1000-1500 [1362,1111,1437,1127]
apmc-row [1265,919,1437,943]
tv-entry-title: ಬಡವ ರಾಸ್ಕಲ್ [377,1281,448,1300]
quote-source: - ಅನ್ನಾಪುರಾಣ ಚರಿತ [387,163,469,177]
apmc-price: 2000-2500 [1362,1017,1437,1032]
annabhagya-line2: ಬಿಪಿಎಲ್ ಕುಟುಂಬದ ಪಡಿತರದಾರರಿಗೆ [768,1537,1038,1563]
tv-entry-title: ಸಿರಿಕನ್ನಡ ವಾಹಿನಿ [372,1383,453,1401]
